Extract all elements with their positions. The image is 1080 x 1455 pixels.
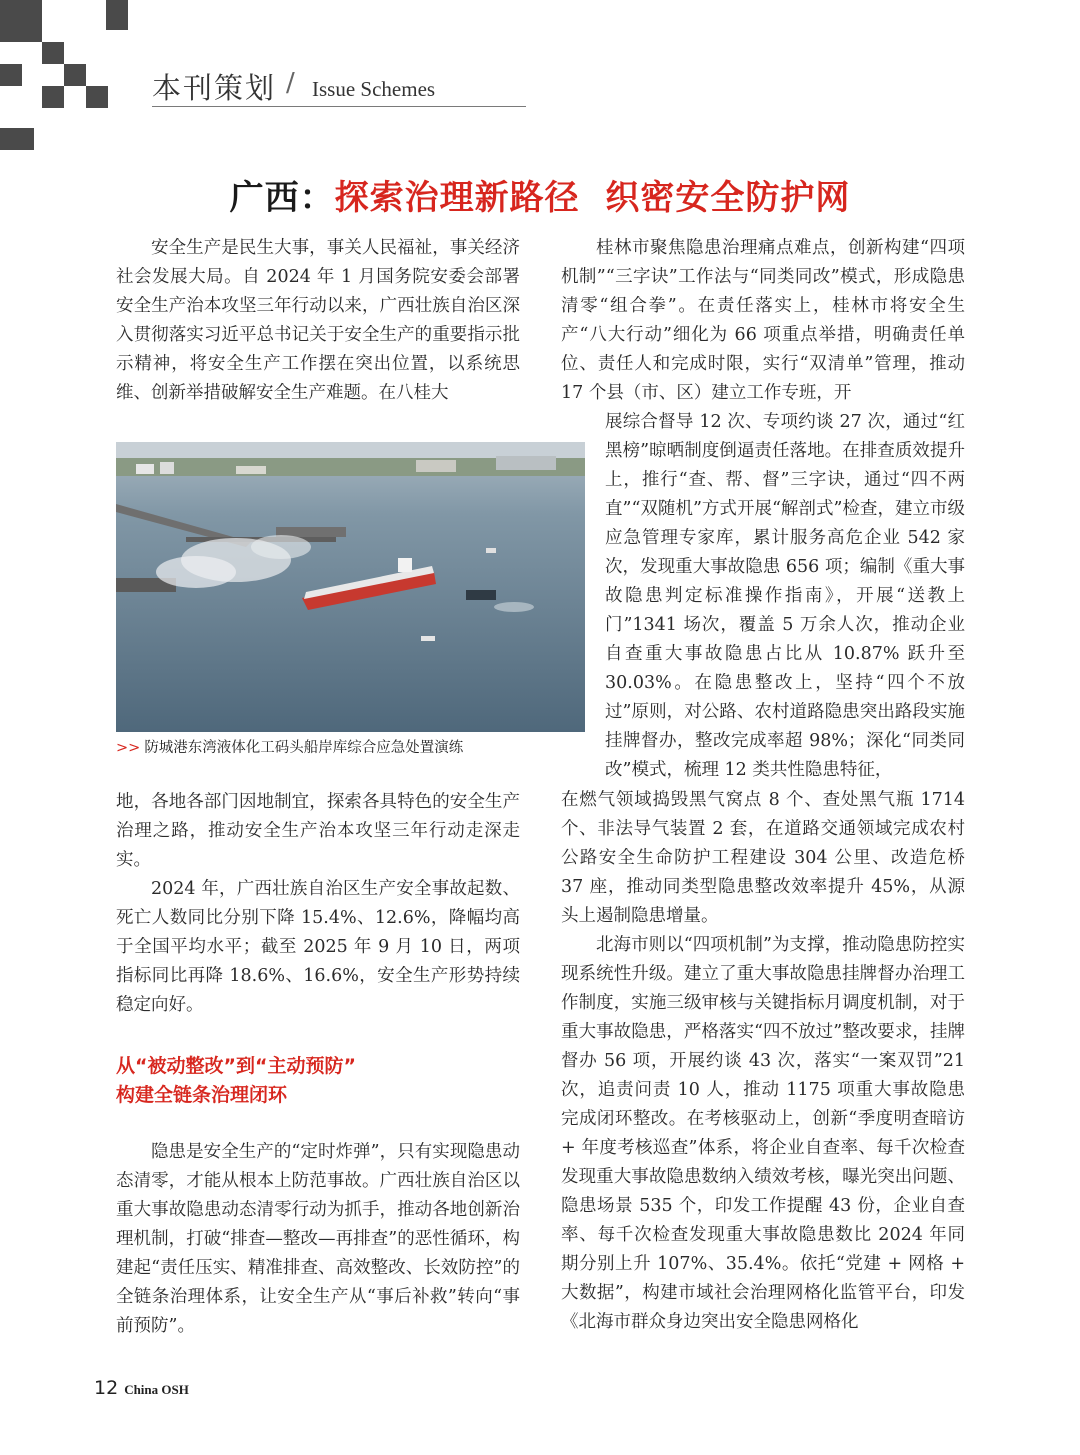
- paragraph: 隐患是安全生产的“定时炸弹”，只有实现隐患动态清零，才能从根本上防范事故。广西壮族自治区以重大事故隐患动态清零行动为抓手，推动各地创新治理机制，打破“排查—整改—再排查”的恶性循环，构建起“责任压实、精准排查、高效整改、长效防控”的全链条治理体系，让安全生产从“事后补救”转向“事前预防”。: [116, 1142, 520, 1336]
- left-column-top: [116, 234, 520, 408]
- paragraph: 北海市则以“四项机制”为支撑，推动隐患防控实现系统性升级。建立了重大事故隐患挂牌督办治理工作制度，实施三级审核与关键指标月调度机制，对于重大事故隐患，严格落实“四不放过”整改要求，挂牌督办 56 项，开展约谈 43 次，落实“一案双罚”21 次，追责问责 10 人，推动 1175 项重大事故隐患完成闭环整改。在考核驱动上，创新“季度明查暗访 + 年度考核巡查”体系，将企业自查率、每千次检查发现重大事故隐患数纳入绩效考核，曝光突出问题、隐患场景 535 个，印发工作提醒 43 份，企业自查率、每千次检查发现重大事故隐患数比 2024 年同期分别上升 107%、35.4%。依托“党建 + 网格 + 大数据”，构建市域社会治理网格化监管平台，印发《北海市群众身边突出安全隐患网格化: [561, 935, 965, 1332]
- corner-square: [106, 0, 128, 30]
- corner-square: [42, 42, 64, 64]
- corner-square: [0, 64, 22, 86]
- page-number: 12: [94, 1377, 119, 1399]
- section-divider-slash: /: [286, 68, 295, 98]
- harbor-photo: [116, 442, 585, 732]
- left-column-bottom: [116, 1138, 520, 1341]
- caption-text: 防城港东湾液体化工码头船岸库综合应急处置演练: [144, 740, 464, 756]
- paragraph: 桂林市聚焦隐患治理痛点难点，创新构建“四项机制”“三字诀”工作法与“同类同改”模式，形成隐患清零“组合拳”。在责任落实上，桂林市将安全生产“八大行动”细化为 66 项重点举措，明确责任单位、责任人和完成时限，实行“双清单”管理，推动 17 个县（市、区）建立工作专班，开: [561, 238, 965, 403]
- section-header: [152, 66, 526, 107]
- right-column-top: [561, 234, 965, 408]
- page-footer: [94, 1377, 189, 1399]
- section-title-zh: 本刊策划: [152, 71, 277, 105]
- journal-name: China OSH: [124, 1382, 189, 1397]
- paragraph-continued: 地，各地各部门因地制宜，探索各具特色的安全生产治理之路，推动安全生产治本攻坚三年行动走深走实。: [116, 792, 520, 870]
- harbor-photo-illustration: [116, 442, 585, 732]
- corner-square: [86, 86, 108, 108]
- subheading: [116, 1052, 536, 1110]
- corner-square: [0, 128, 34, 150]
- right-column-middle: [605, 408, 965, 785]
- paragraph-continued: 展综合督导 12 次、专项约谈 27 次，通过“红黑榜”晾晒制度倒逼责任落地。在排查质效提升上，推行“查、帮、督”三字诀，通过“四不两直”“双随机”方式开展“解剖式”检查，建立市级应急管理专家库，累计服务高危企业 542 家次，发现重大事故隐患 656 项；编制《重大事故隐患判定标准操作指南》，开展“送教上门”1341 场次，覆盖 5 万余人次，推动企业自查重大事故隐患占比从 10.87% 跃升至 30.03%。在隐患整改上，坚持“四个不放过”原则，对公路、农村道路隐患突出路段实施挂牌督办，整改完成率超 98%；深化“同类同改”模式，梳理 12 类共性隐患特征，: [605, 412, 965, 780]
- subheading-line: 从“被动整改”到“主动预防”: [116, 1055, 356, 1077]
- article-title: [0, 170, 1080, 219]
- corner-square: [42, 86, 64, 108]
- photo-caption: [116, 736, 596, 757]
- corner-square: [64, 64, 86, 86]
- paragraph: 安全生产是民生大事，事关人民福祉，事关经济社会发展大局。自 2024 年 1 月国务院安委会部署安全生产治本攻坚三年行动以来，广西壮族自治区深入贯彻落实习近平总书记关于安全生产的重要指示批示精神，将安全生产工作摆在突出位置，以系统思维、创新举措破解安全生产难题。在八桂大: [116, 238, 520, 403]
- section-title-en: Issue Schemes: [312, 77, 436, 101]
- subheading-line: 构建全链条治理闭环: [116, 1084, 288, 1106]
- article-title-main: 探索治理新路径 织密安全防护网: [334, 178, 851, 218]
- right-column-bottom: [561, 786, 965, 1337]
- paragraph: 2024 年，广西壮族自治区生产安全事故起数、死亡人数同比分别下降 15.4%、12.6%，降幅均高于全国平均水平；截至 2025 年 9 月 10 日，两项指标同比再降 18.6%、16.6%，安全生产形势持续稳定向好。: [116, 879, 520, 1015]
- caption-arrow-icon: >>: [116, 740, 141, 756]
- corner-square: [0, 0, 42, 42]
- article-title-prefix: 广西：: [229, 178, 335, 218]
- paragraph-continued: 在燃气领域捣毁黑气窝点 8 个、查处黑气瓶 1714 个、非法导气装置 2 套，在道路交通领域完成农村公路安全生命防护工程建设 304 公里、改造危桥 37 座，推动同类型隐患整改效率提升 45%，从源头上遏制隐患增量。: [561, 790, 965, 926]
- left-column-middle: [116, 788, 520, 1020]
